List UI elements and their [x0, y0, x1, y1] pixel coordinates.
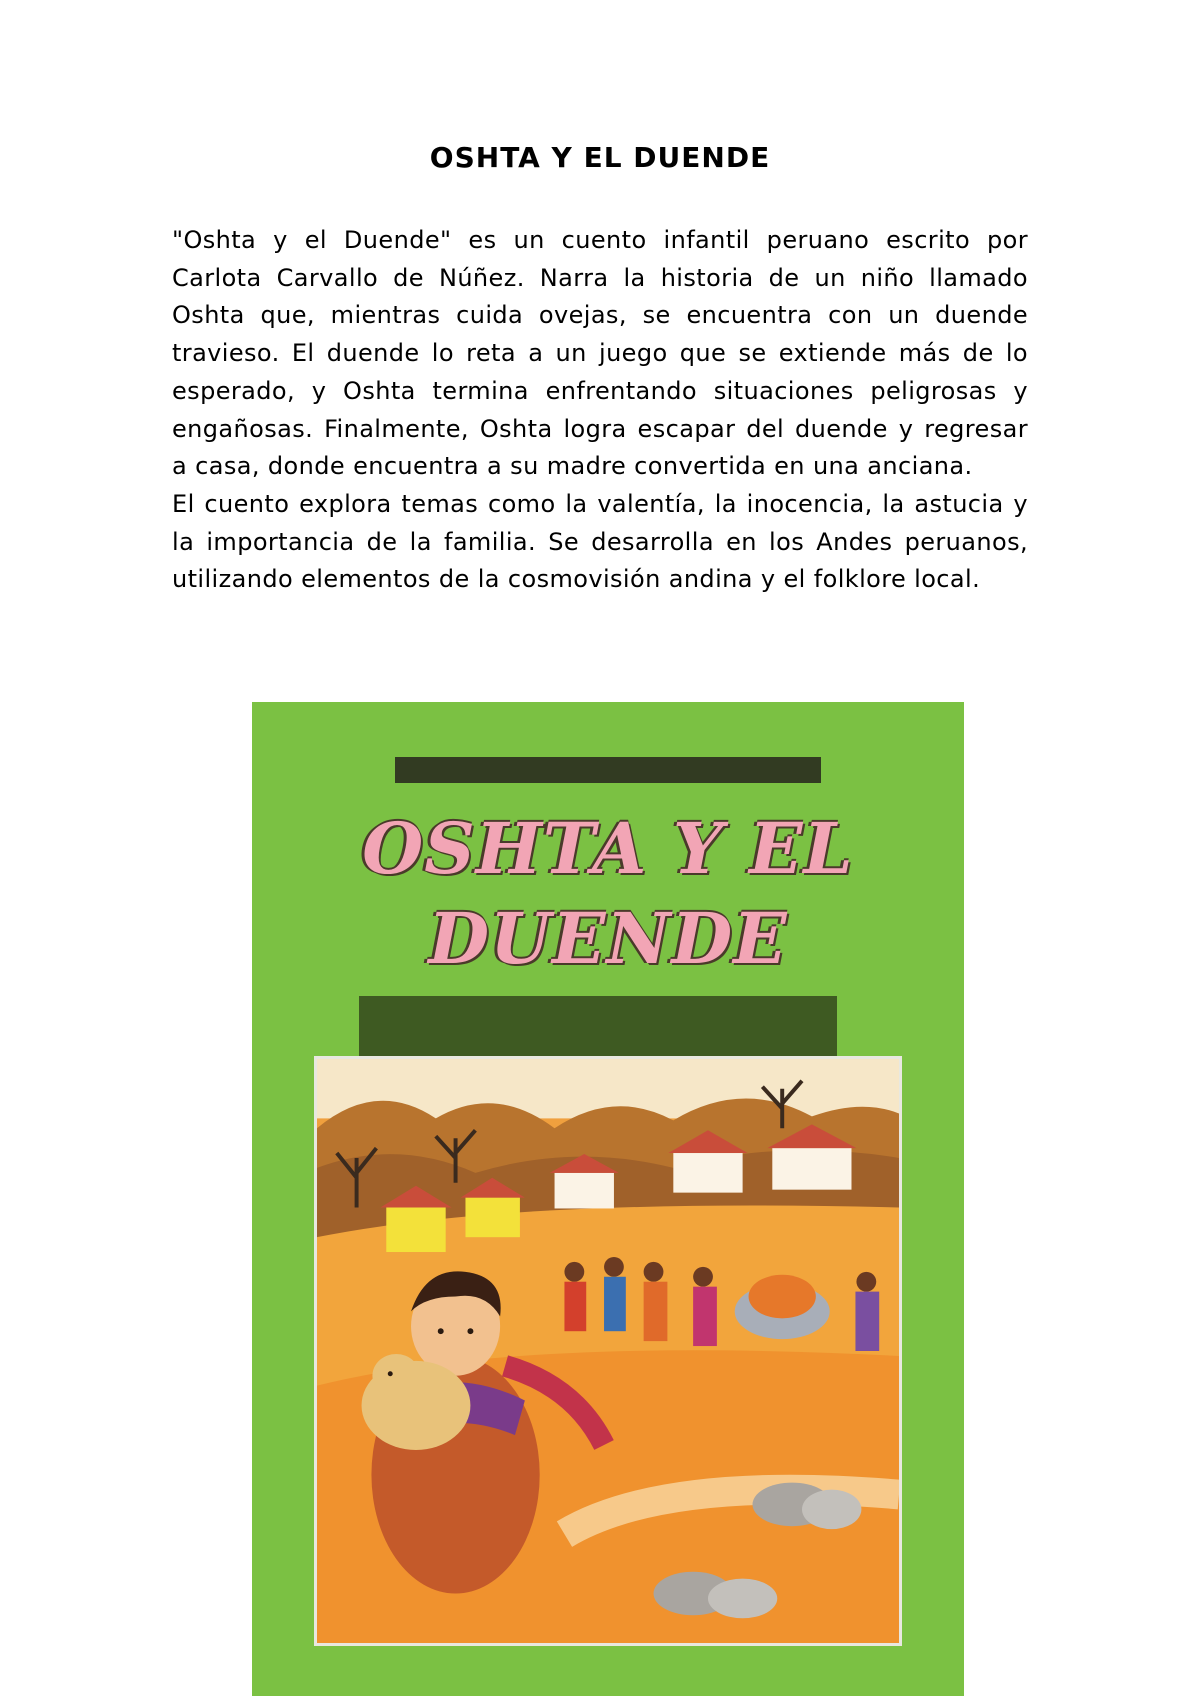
andean-village-illustration [317, 1059, 899, 1643]
book-cover-image [252, 702, 964, 1696]
cover-title-line-2: DUENDE [428, 897, 788, 980]
paragraph-1: "Oshta y el Duende" es un cuento infantil peruano escrito por Carlota Carvallo de Núñez. Narra la historia de un niño llamado Oshta que, mientras cuida ovejas, se encuentra con un duende travieso. El duende lo reta a un juego que se extiende más de lo esperado, y Oshta termina enfrentando situaciones peligrosas y engañosas. Finalmente, Oshta logra escapar del duende y regresar a casa, donde encuentra a su madre convertida en una anciana. [172, 226, 1028, 481]
paragraph-2: El cuento explora temas como la valentía, la inocencia, la astucia y la importancia de la familia. Se desarrolla en los Andes peruanos, utilizando elementos de la cosmovisión andina y el folklore local. [172, 489, 1028, 594]
body-text [172, 222, 1028, 599]
cover-illustration [314, 1056, 902, 1646]
cover-title-line-1: OSHTA Y EL [362, 807, 854, 890]
cover-top-bar [395, 757, 821, 783]
page-title: OSHTA Y EL DUENDE [429, 141, 771, 174]
cover-middle-bar [359, 996, 837, 1058]
